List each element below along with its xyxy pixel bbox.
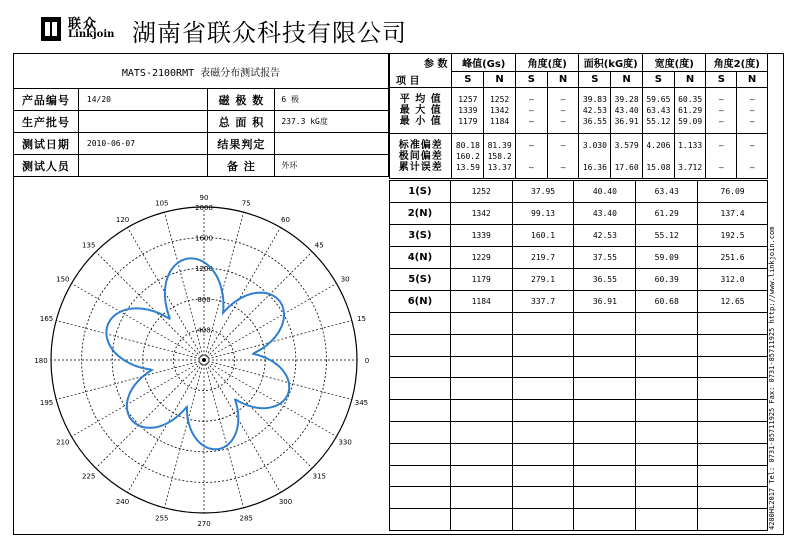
empty-cell (698, 378, 768, 400)
empty-cell (698, 400, 768, 422)
stat-value: 55.12 (646, 117, 671, 126)
stat-cell (737, 88, 768, 134)
empty-cell (574, 487, 636, 509)
stat-cell (515, 88, 547, 134)
empty-cell (450, 443, 512, 465)
polar-spoke (204, 360, 337, 437)
stat-value: 60.35 (678, 95, 703, 104)
angle-tick-label: 75 (241, 199, 251, 208)
polar-spoke (96, 252, 204, 360)
empty-row (390, 443, 768, 465)
empty-cell (698, 509, 768, 531)
sn-header: N (611, 72, 643, 88)
radial-tick-label: 2000 (195, 204, 213, 212)
radial-tick-label: 400 (197, 326, 211, 335)
empty-cell (636, 465, 698, 487)
stat-value (548, 151, 579, 162)
pole-value: 137.4 (698, 203, 768, 225)
empty-cell (450, 313, 512, 335)
stat-value: — (718, 95, 724, 104)
empty-cell (698, 465, 768, 487)
sn-header: N (737, 72, 768, 88)
pole-label: 2(N) (390, 203, 451, 225)
empty-cell (574, 313, 636, 335)
stat-value (737, 151, 767, 162)
group-header-angle: 角度(度) (515, 54, 579, 72)
stat-value: 17.60 (614, 162, 639, 172)
empty-cell (574, 378, 636, 400)
empty-cell (512, 487, 574, 509)
stat-value: 4.206 (646, 140, 671, 150)
polar-spoke (204, 360, 312, 468)
stat-cell (674, 134, 706, 179)
area-label: 总 面 积 (208, 111, 275, 133)
polar-spoke (204, 320, 352, 360)
empty-cell (512, 313, 574, 335)
empty-cell (450, 334, 512, 356)
stat-cell (579, 134, 611, 179)
info-table (13, 53, 389, 177)
poles-value: 6 极 (275, 89, 389, 111)
stat-row-labels (390, 88, 452, 134)
empty-row (390, 334, 768, 356)
empty-cell (574, 509, 636, 531)
empty-cell (636, 509, 698, 531)
empty-cell (390, 334, 451, 356)
pole-value: 59.09 (636, 247, 698, 269)
date-value: 2010-06-07 (78, 133, 208, 155)
empty-cell (450, 487, 512, 509)
stat-row-labels (390, 134, 452, 179)
pole-value: 1252 (450, 181, 512, 203)
note-label: 备 注 (208, 155, 275, 177)
empty-cell (512, 356, 574, 378)
angle-tick-label: 15 (356, 314, 366, 323)
param-header: 参 数 (390, 54, 452, 72)
empty-cell (636, 421, 698, 443)
sn-header: S (642, 72, 674, 88)
stat-value (579, 151, 610, 162)
stat-value: — (560, 140, 566, 150)
pole-value: 1179 (450, 269, 512, 291)
stat-value: — (528, 140, 534, 150)
pole-row (390, 247, 768, 269)
empty-row (390, 509, 768, 531)
stat-value: — (718, 117, 724, 126)
stat-value: 1184 (489, 117, 510, 126)
empty-cell (636, 443, 698, 465)
empty-row (390, 400, 768, 422)
stat-value: 59.09 (678, 117, 703, 126)
empty-cell (636, 487, 698, 509)
stat-value: — (528, 117, 534, 126)
sn-header: S (515, 72, 547, 88)
empty-cell (450, 356, 512, 378)
pole-value: 1184 (450, 291, 512, 313)
empty-cell (390, 356, 451, 378)
empty-row (390, 356, 768, 378)
empty-row (390, 421, 768, 443)
tester-value (78, 155, 208, 177)
empty-cell (698, 421, 768, 443)
angle-tick-label: 285 (239, 514, 253, 523)
pole-label: 5(S) (390, 269, 451, 291)
stat-value: — (749, 95, 755, 104)
stat-value: 1342 (489, 106, 510, 115)
company-name: 湖南省联众科技有限公司 (132, 19, 407, 47)
pole-row (390, 203, 768, 225)
pole-value: 40.40 (574, 181, 636, 203)
pole-value: 160.1 (512, 225, 574, 247)
empty-cell (450, 378, 512, 400)
stat-value: 1257 (458, 95, 478, 104)
stat-value: — (560, 95, 566, 104)
stat-value: 1179 (458, 117, 478, 126)
stat-cell (706, 134, 737, 179)
poles-label: 磁 极 数 (208, 89, 275, 111)
stat-cell (611, 134, 643, 179)
stat-value: — (528, 106, 534, 115)
pole-value: 99.13 (512, 203, 574, 225)
empty-cell (698, 313, 768, 335)
stats-table (389, 53, 768, 179)
stat-value: 158.2 (487, 151, 512, 161)
radial-tick-label: 1600 (195, 234, 213, 243)
empty-cell (574, 443, 636, 465)
angle-tick-label: 270 (197, 520, 211, 528)
stat-value: — (560, 162, 566, 172)
pole-value: 219.7 (512, 247, 574, 269)
stat-value: 160.2 (455, 151, 480, 161)
stat-cell (484, 88, 516, 134)
stat-value (516, 151, 547, 162)
pole-value: 55.12 (636, 225, 698, 247)
empty-cell (636, 400, 698, 422)
empty-cell (698, 334, 768, 356)
stat-value: 81.39 (487, 140, 512, 150)
stat-value: 3.030 (582, 140, 607, 150)
stat-value: 13.59 (455, 162, 480, 172)
pole-value: 36.55 (574, 269, 636, 291)
product-no-label: 产品编号 (14, 89, 79, 111)
empty-cell (636, 313, 698, 335)
empty-cell (512, 334, 574, 356)
polar-spoke (204, 360, 244, 508)
pole-row (390, 291, 768, 313)
pole-value: 36.91 (574, 291, 636, 313)
polar-spoke (56, 320, 204, 360)
stat-value: — (749, 140, 755, 150)
pole-label: 3(S) (390, 225, 451, 247)
date-label: 测试日期 (14, 133, 79, 155)
item-header: 项 目 (390, 72, 452, 88)
pole-value: 1339 (450, 225, 512, 247)
stat-value: 13.37 (487, 162, 512, 172)
angle-tick-label: 195 (39, 399, 54, 408)
empty-cell (698, 487, 768, 509)
pole-value: 312.0 (698, 269, 768, 291)
pole-label: 4(N) (390, 247, 451, 269)
stat-cell (484, 134, 516, 179)
stat-value: 36.91 (614, 117, 639, 126)
sn-header: S (579, 72, 611, 88)
stat-cell (579, 88, 611, 134)
pole-value: 1342 (450, 203, 512, 225)
batch-value (78, 111, 208, 133)
empty-cell (512, 509, 574, 531)
logo-chinese-text: 联众 (68, 17, 99, 32)
angle-tick-label: 345 (354, 399, 369, 408)
stat-value: 59.65 (646, 95, 671, 104)
angle-tick-label: 105 (155, 199, 169, 208)
stat-value: 36.55 (582, 117, 607, 126)
empty-cell (512, 421, 574, 443)
pole-value: 37.55 (574, 247, 636, 269)
angle-tick-label: 150 (56, 275, 70, 284)
stat-value: 61.29 (678, 106, 703, 115)
stat-row-label: 累计误差 (398, 161, 443, 173)
group-header-angle2: 角度2(度) (706, 54, 768, 72)
empty-cell (450, 421, 512, 443)
angle-tick-label: 225 (82, 472, 96, 481)
stat-value: 63.43 (646, 106, 671, 115)
pole-value: 279.1 (512, 269, 574, 291)
empty-cell (390, 487, 451, 509)
stat-row-label: 极间偏差 (398, 150, 443, 162)
note-value: 外环 (275, 155, 389, 177)
stat-value (643, 151, 674, 162)
angle-tick-label: 120 (115, 215, 130, 224)
angle-tick-label: 165 (39, 314, 54, 323)
pole-value: 60.68 (636, 291, 698, 313)
polar-spoke (204, 360, 281, 493)
group-header-area: 面积(kG度) (579, 54, 643, 72)
tester-label: 测试人员 (14, 155, 79, 177)
angle-tick-label: 0 (364, 357, 370, 365)
angle-tick-label: 90 (199, 194, 209, 202)
stat-value: — (749, 162, 755, 172)
empty-cell (450, 509, 512, 531)
pole-row (390, 181, 768, 203)
result-label: 结果判定 (208, 133, 275, 155)
pole-value: 63.43 (636, 181, 698, 203)
empty-cell (390, 400, 451, 422)
empty-row (390, 487, 768, 509)
stat-value (611, 151, 642, 162)
group-header-width: 宽度(度) (642, 54, 706, 72)
result-value (275, 133, 389, 155)
pole-value: 37.95 (512, 181, 574, 203)
radial-tick-label: 1200 (195, 265, 213, 274)
stat-value: 43.40 (614, 106, 639, 115)
poles-table (389, 180, 768, 531)
stat-value: — (560, 106, 566, 115)
empty-cell (636, 356, 698, 378)
empty-cell (636, 334, 698, 356)
angle-tick-label: 180 (34, 357, 48, 365)
stat-value: 16.36 (582, 162, 607, 172)
empty-cell (390, 378, 451, 400)
empty-cell (512, 400, 574, 422)
stat-value: — (560, 117, 566, 126)
stat-cell (674, 88, 706, 134)
empty-cell (574, 465, 636, 487)
stat-row-label: 标准偏差 (398, 139, 443, 151)
stat-cell (452, 88, 484, 134)
pole-value: 43.40 (574, 203, 636, 225)
angle-tick-label: 255 (155, 514, 169, 523)
empty-cell (390, 313, 451, 335)
empty-row (390, 378, 768, 400)
angle-tick-label: 315 (312, 472, 326, 481)
angle-tick-label: 45 (314, 241, 324, 250)
stat-value (706, 151, 736, 162)
area-value: 237.3 kG度 (275, 111, 389, 133)
stat-value: — (718, 106, 724, 115)
angle-tick-label: 60 (281, 215, 290, 224)
pole-value: 12.65 (698, 291, 768, 313)
empty-cell (636, 378, 698, 400)
angle-tick-label: 135 (82, 241, 96, 250)
stat-cell (642, 134, 674, 179)
pole-value: 251.6 (698, 247, 768, 269)
angle-tick-label: 30 (340, 275, 350, 284)
polar-chart (14, 180, 388, 534)
stat-value: 1339 (458, 106, 478, 115)
logo-english-text: Linkjoin (68, 29, 115, 40)
stat-value: 39.83 (582, 95, 607, 104)
stat-cell (452, 134, 484, 179)
radial-tick-label: 800 (197, 295, 211, 304)
sn-header: N (674, 72, 706, 88)
pole-value: 42.53 (574, 225, 636, 247)
angle-tick-label: 300 (278, 498, 293, 507)
stat-value: 15.08 (646, 162, 671, 172)
stat-cell (515, 134, 547, 179)
stat-cell (706, 88, 737, 134)
sn-header: N (484, 72, 516, 88)
polar-spoke (164, 360, 204, 508)
pole-label: 1(S) (390, 181, 451, 203)
stat-cell (737, 134, 768, 179)
stat-cell (611, 88, 643, 134)
empty-cell (512, 378, 574, 400)
empty-cell (574, 356, 636, 378)
company-logo-icon (38, 14, 64, 44)
polar-spoke (71, 284, 204, 361)
stat-cell (642, 88, 674, 134)
stat-row-label: 平 均 值 (399, 94, 442, 105)
pole-value: 76.09 (698, 181, 768, 203)
pole-row (390, 269, 768, 291)
stat-value: — (528, 162, 534, 172)
empty-cell (698, 443, 768, 465)
stat-cell (547, 134, 579, 179)
empty-cell (390, 465, 451, 487)
empty-cell (390, 509, 451, 531)
stat-value: — (718, 162, 724, 172)
pole-value: 60.39 (636, 269, 698, 291)
pole-label: 6(N) (390, 291, 451, 313)
pole-value: 337.7 (512, 291, 574, 313)
stat-value: 3.579 (614, 140, 639, 150)
stat-value: — (718, 140, 724, 150)
empty-cell (574, 421, 636, 443)
empty-cell (390, 443, 451, 465)
stat-value: 80.18 (455, 140, 480, 150)
product-no-value: 14/20 (78, 89, 208, 111)
empty-cell (512, 443, 574, 465)
empty-cell (574, 400, 636, 422)
stat-value (675, 151, 706, 162)
sidebar-contact-text: 4200HL2017 Tel: 0731-85711925 Fax: 0731-85711925 http://www.linkjoin.com (768, 226, 776, 530)
stat-value: 3.712 (678, 162, 703, 172)
empty-row (390, 313, 768, 335)
stat-value: 42.53 (582, 106, 607, 115)
pole-value: 192.5 (698, 225, 768, 247)
report-title: MATS-2100RMT 表磁分布测试报告 (14, 54, 389, 89)
stat-row-label: 最 大 值 (399, 105, 442, 116)
stat-value: — (528, 95, 534, 104)
stat-value: 1252 (489, 95, 510, 104)
batch-label: 生产批号 (14, 111, 79, 133)
empty-cell (450, 400, 512, 422)
angle-tick-label: 330 (338, 438, 352, 447)
stat-value: 39.28 (614, 95, 639, 104)
empty-cell (450, 465, 512, 487)
sn-header: S (706, 72, 737, 88)
pole-value: 1229 (450, 247, 512, 269)
stat-value: — (749, 106, 755, 115)
empty-cell (512, 465, 574, 487)
empty-cell (574, 334, 636, 356)
stat-value: 1.133 (678, 140, 703, 150)
empty-row (390, 465, 768, 487)
sn-header: N (547, 72, 579, 88)
angle-tick-label: 240 (115, 498, 130, 507)
sn-header: S (452, 72, 484, 88)
group-header-peak: 峰值(Gs) (452, 54, 516, 72)
angle-tick-label: 210 (56, 438, 70, 447)
pole-row (390, 225, 768, 247)
empty-cell (698, 356, 768, 378)
stat-row-label: 最 小 值 (399, 116, 442, 127)
empty-cell (390, 421, 451, 443)
polar-spoke (204, 252, 312, 360)
pole-value: 61.29 (636, 203, 698, 225)
stat-value: — (749, 117, 755, 126)
stat-cell (547, 88, 579, 134)
